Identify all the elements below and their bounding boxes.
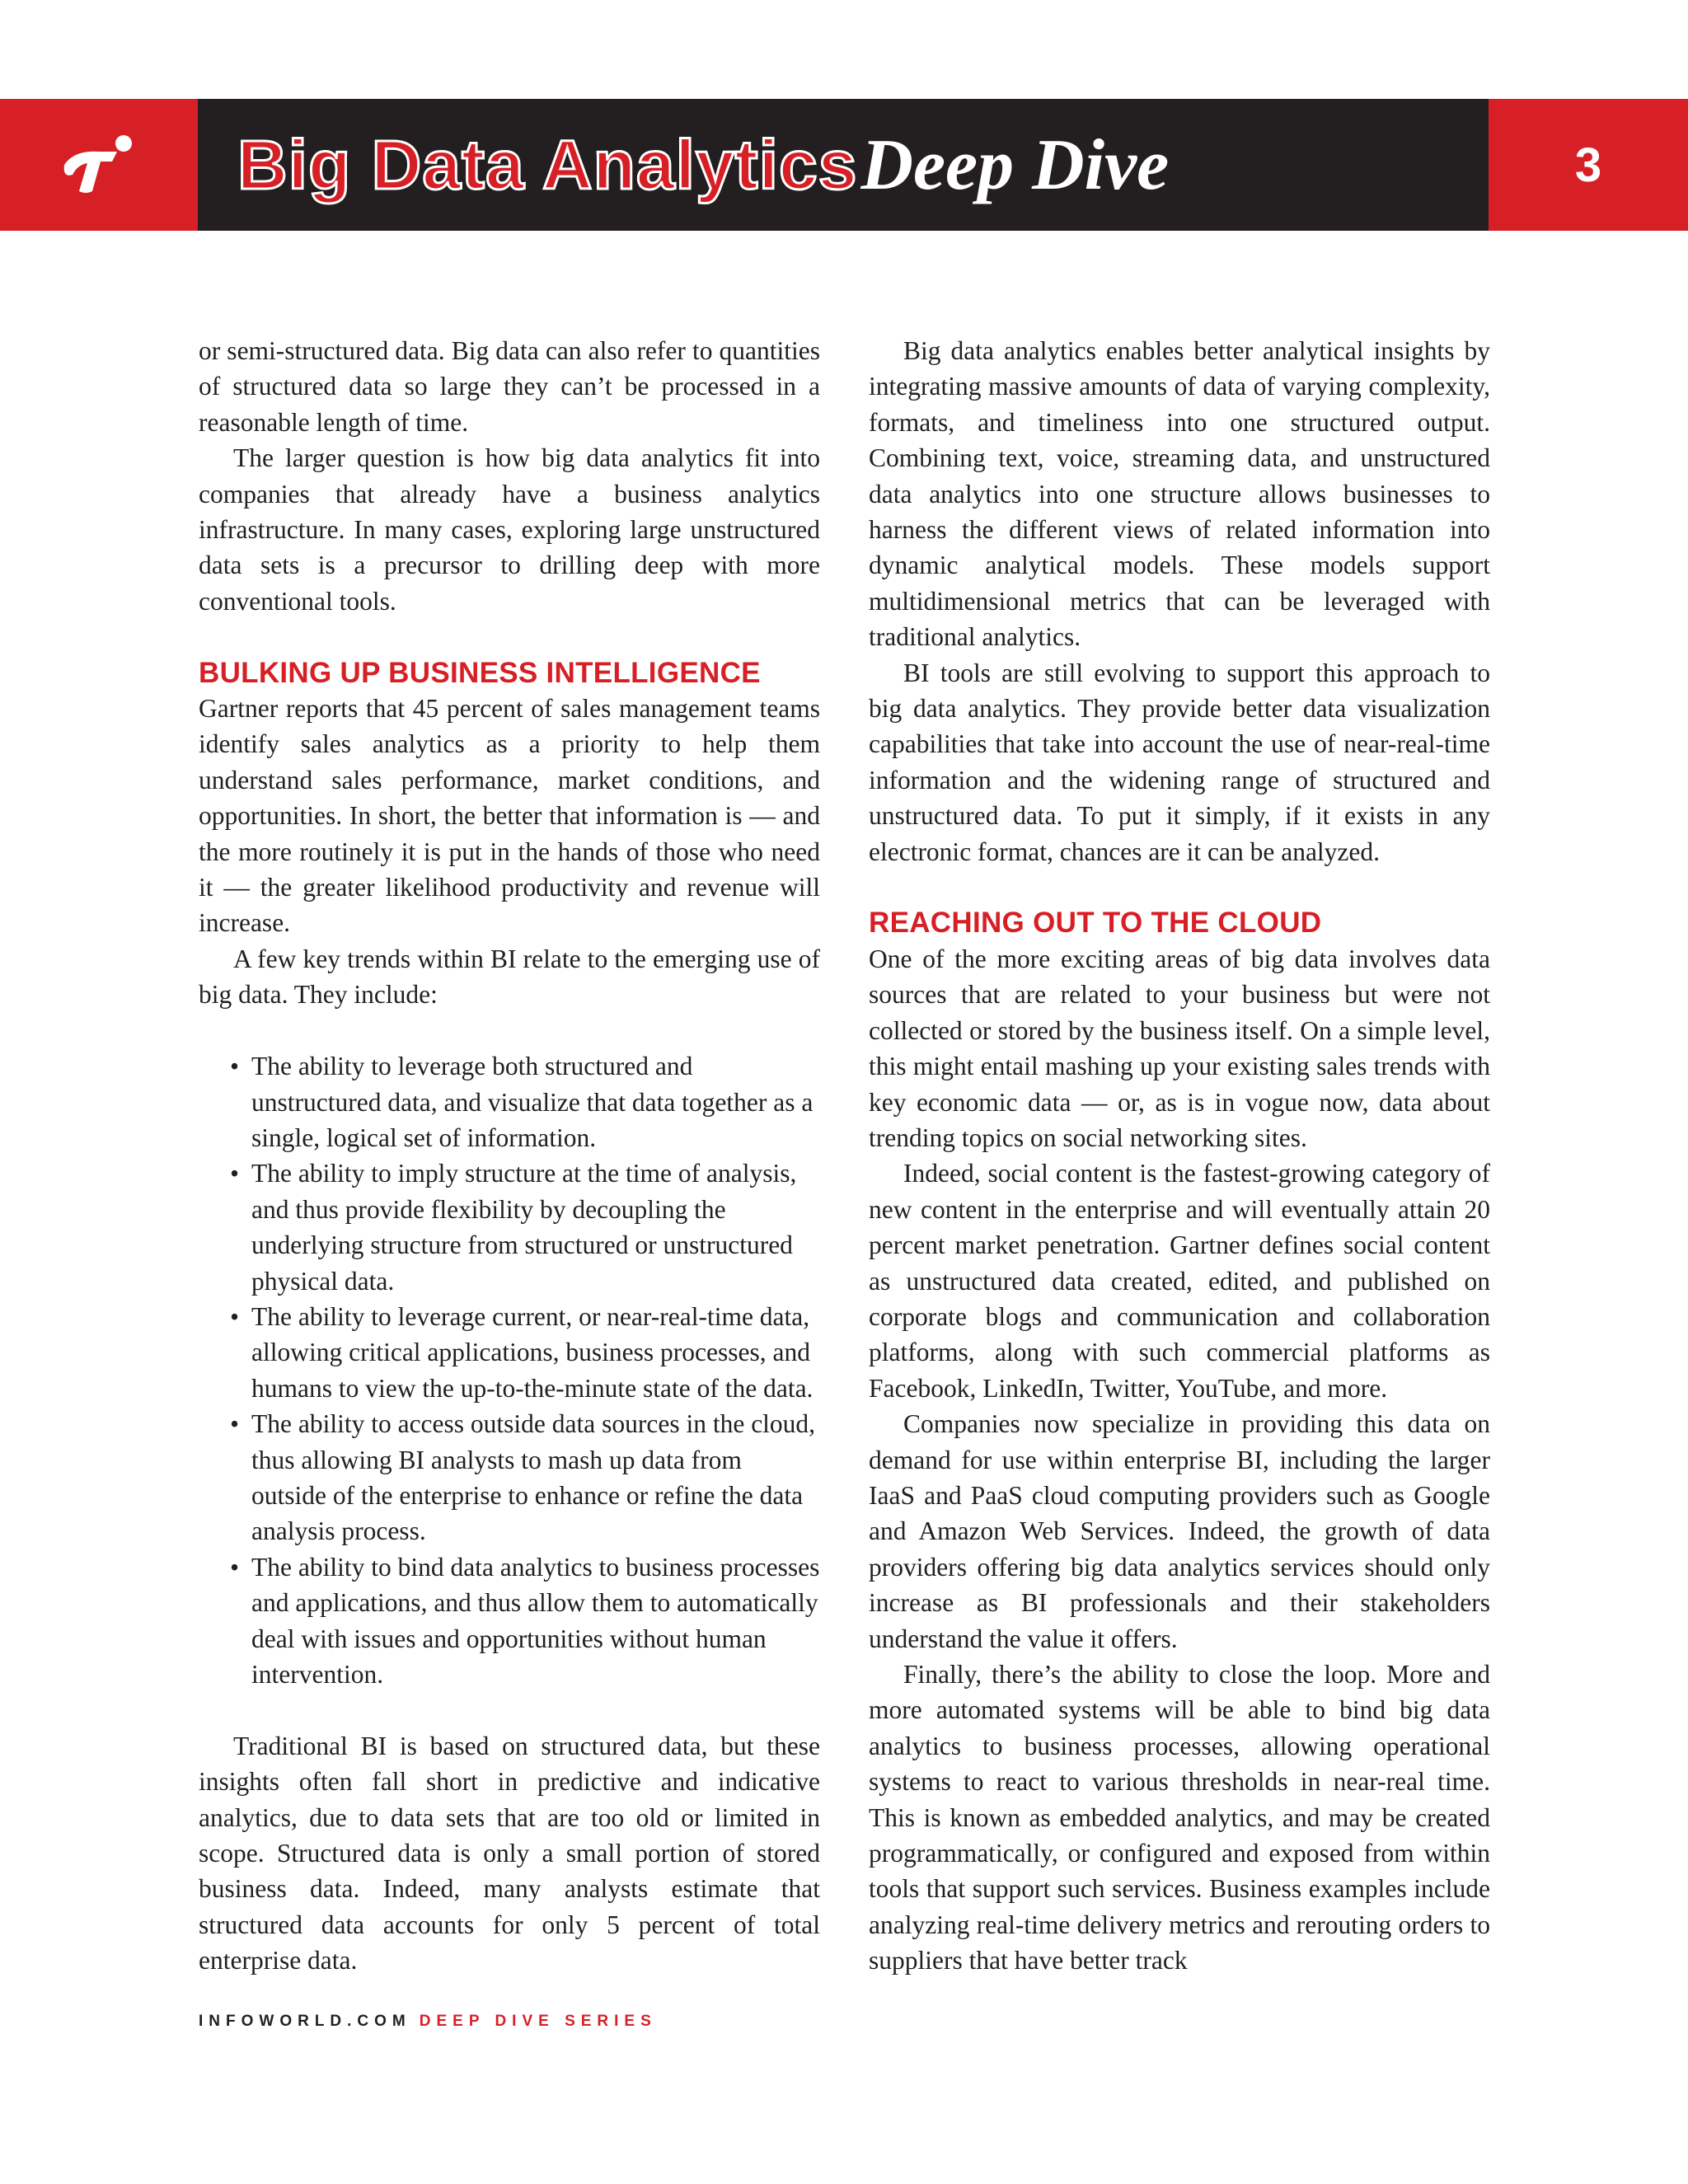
paragraph: The larger question is how big data analytics fit into companies that already have a business analytics infrastructure. In many cases, exploring large unstructured data sets is a precursor to drilling deep with more conventional tools. xyxy=(199,443,820,616)
bullet-item: • The ability to imply structure at the time of analysis, and thus provide flexibility by decoupling the underlying structure from structured or unstructured physical data. xyxy=(230,1155,820,1299)
bullet-item: • The ability to leverage current, or near-real-time data, allowing critical applications, business processes, and humans to view the up-to-the-minute state of the data. xyxy=(230,1299,820,1406)
paragraph: Gartner reports that 45 percent of sales management teams identify sales analytics as a priority to help them understand sales performance, market conditions, and opportunities. In short, the better that information is — and the more routinely it is put in the hands of those who need it — the greater likelihood productivity and revenue will increase. xyxy=(199,694,820,938)
paragraph: Indeed, social content is the fastest-growing category of new content in the enterprise and will eventually attain 20 percent market penetration. Gartner defines social content as unstructured data created, edited, and published on corporate blogs and communication and collaboration platforms, along with such commercial platforms as Facebook, LinkedIn, Twitter, YouTube, and more. xyxy=(869,1159,1490,1403)
page-number: 3 xyxy=(1489,99,1688,231)
spacer xyxy=(199,1692,820,1727)
footer xyxy=(199,2013,657,2031)
spacer xyxy=(199,1013,820,1048)
left-column xyxy=(199,333,820,1979)
bullet-item: • The ability to leverage both structured and unstructured data, and visualize that data together as a single, logical set of information. xyxy=(230,1048,820,1155)
paragraph: Traditional BI is based on structured data, but these insights often fall short in predictive and indicative analytics, due to data sets that are too old or limited in scope. Structured data is only a small portion of stored business data. Indeed, many analysts estimate that structured data accounts for only 5 percent of total enterprise data. xyxy=(199,1731,820,1975)
paragraph: A few key trends within BI relate to the emerging use of big data. They include: xyxy=(199,944,820,1010)
paragraph: Finally, there’s the ability to close the loop. More and more automated systems will be able to bind big data analytics to business processes, allowing operational systems to react to various thresholds in near-real time. This is known as embedded analytics, and may be created programmatically, or configured and exposed from within tools that support such services. Business examples include analyzing real-time delivery metrics and rerouting orders to suppliers that have better track xyxy=(869,1660,1490,1975)
bullet-item: • The ability to bind data analytics to business processes and applications, and thus allow them to automatically deal with issues and opportunities without human intervention. xyxy=(230,1549,820,1693)
header-banner xyxy=(0,99,1688,231)
title-sub: Deep Dive xyxy=(860,124,1170,205)
paragraph: BI tools are still evolving to support this approach to big data analytics. They provide better data visualization capabilities that take into account the use of near-real-time information and the widening range of structured and unstructured data. To put it simply, if it exists in any electronic format, chances are it can be analyzed. xyxy=(869,658,1490,866)
paragraph: Big data analytics enables better analytical insights by integrating massive amounts of data of varying complexity, formats, and timeliness into one structured output. Combining text, voice, streaming data, and unstructured data analytics into one structure allows businesses to harness the different views of related information into dynamic analytical models. These models support multidimensional metrics that can be leveraged with traditional analytics. xyxy=(869,336,1490,652)
title-main: Big Data Analytics xyxy=(237,125,858,204)
logo-block xyxy=(0,99,198,231)
spacer xyxy=(869,869,1490,905)
paragraph: Companies now specialize in providing this data on demand for use within enterprise BI, including the larger IaaS and PaaS cloud computing providers such as Google and Amazon Web Services. Indeed, the growth of data providers offering big data analytics services should only increase as BI professionals and their stakeholders understand the value it offers. xyxy=(869,1409,1490,1653)
right-column xyxy=(869,333,1490,1979)
paragraph: One of the more exciting areas of big data involves data sources that are related to your business but were not collected or stored by the business itself. On a simple level, this might entail mashing up your existing sales trends with key economic data — or, as is in vogue now, data about trending topics on social networking sites. xyxy=(869,944,1490,1152)
paragraph: or semi-structured data. Big data can also refer to quantities of structured data so large they can’t be processed in a reasonable length of time. xyxy=(199,336,820,437)
footer-series: DEEP DIVE SERIES xyxy=(419,2013,657,2030)
footer-site[interactable]: INFOWORLD.COM xyxy=(199,2013,411,2030)
section-heading: REACHING OUT TO THE CLOUD xyxy=(869,907,1322,940)
section-heading: BULKING UP BUSINESS INTELLIGENCE xyxy=(199,656,761,689)
header-title xyxy=(237,99,1169,231)
infoworld-logo-icon xyxy=(58,132,140,198)
bullet-list xyxy=(199,1048,820,1692)
bullet-item: • The ability to access outside data sources in the cloud, thus allowing BI analysts to mash up data from outside of the enterprise to enhance or refine the data analysis process. xyxy=(230,1406,820,1549)
spacer xyxy=(199,619,820,654)
